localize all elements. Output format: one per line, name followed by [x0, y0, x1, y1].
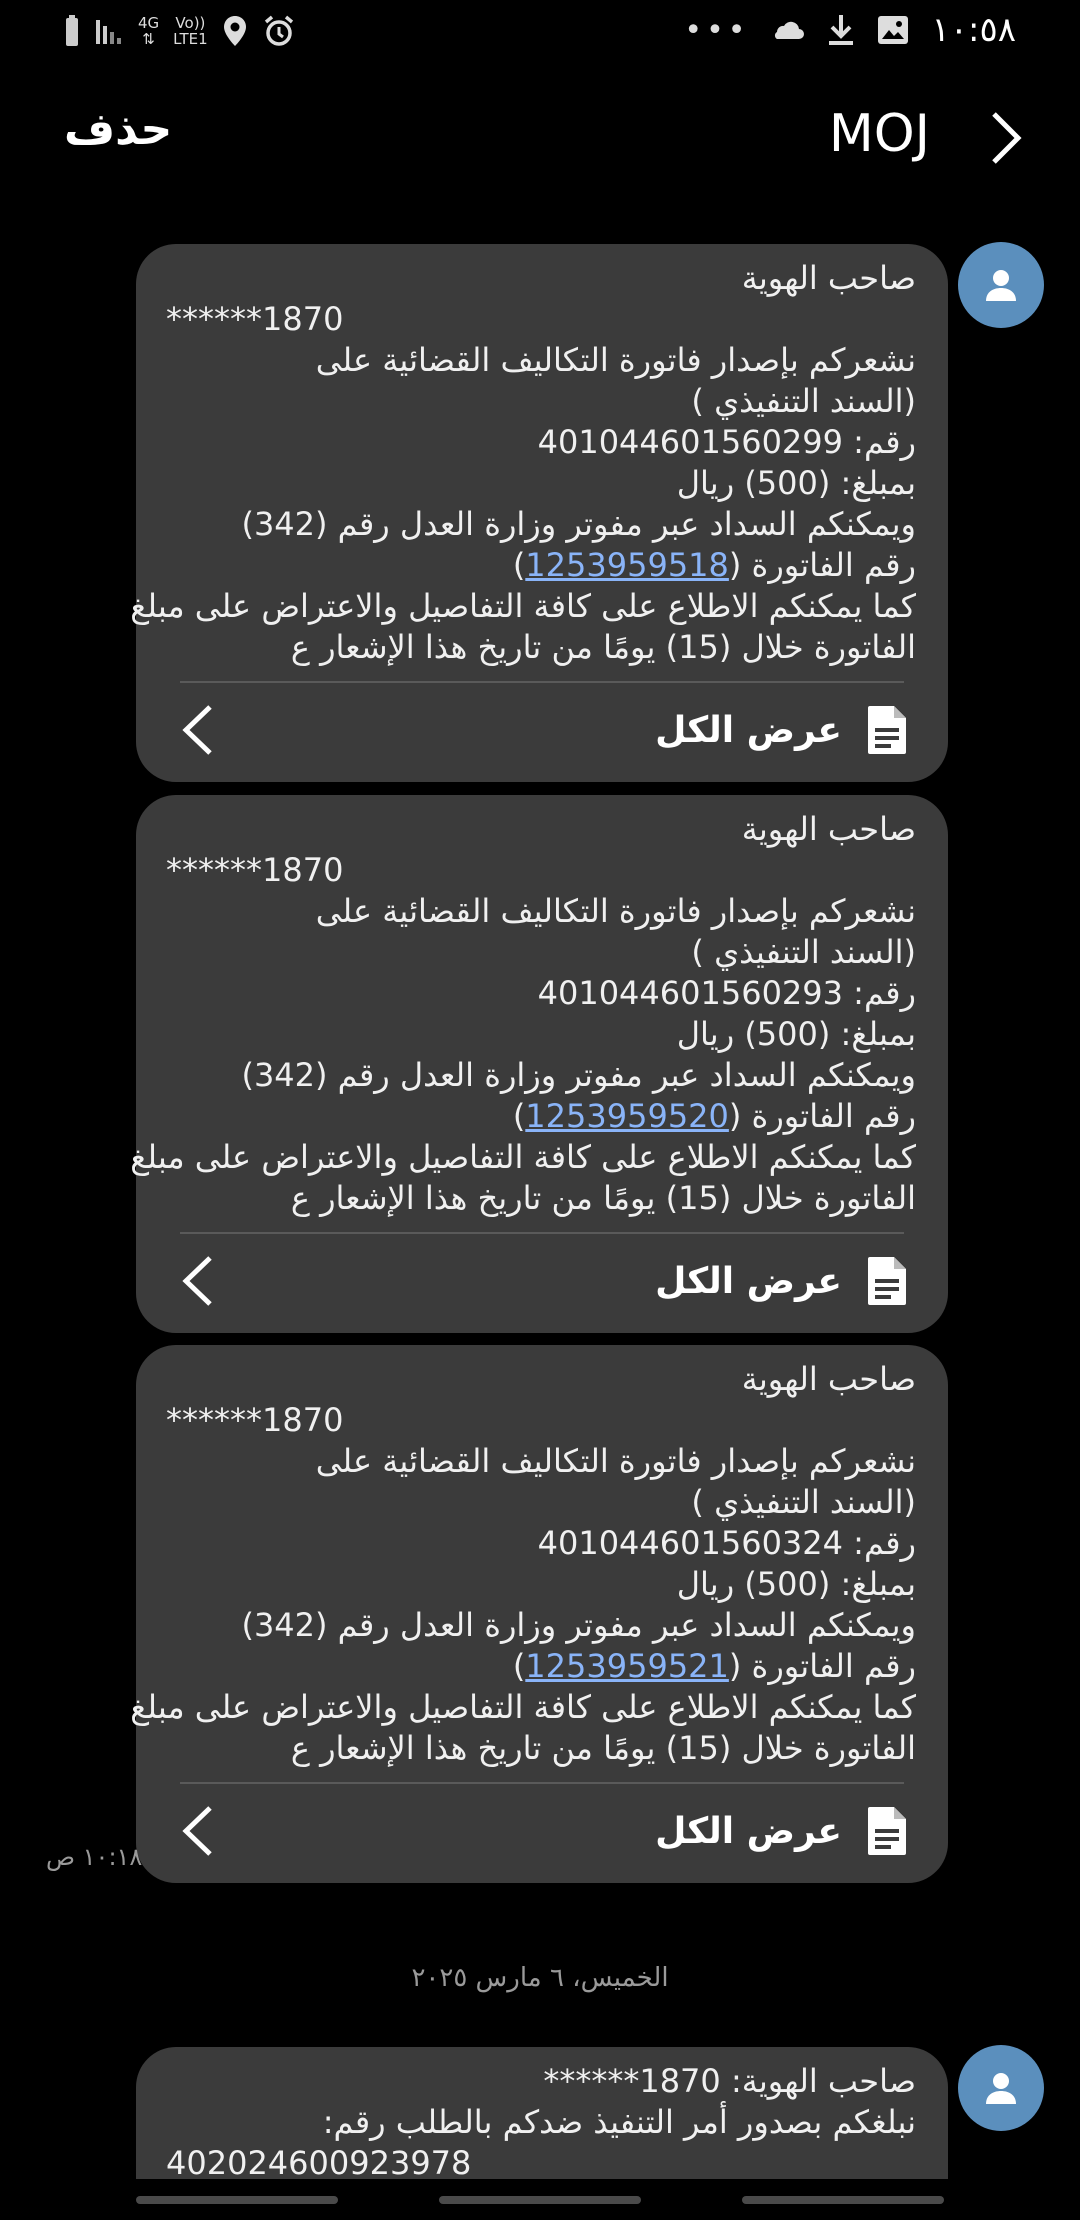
delete-button[interactable]: حذف	[64, 104, 173, 155]
document-icon	[866, 1805, 908, 1857]
chevron-left-icon	[180, 1804, 214, 1858]
invoice-line: رقم الفاتورة (1253959520)	[512, 1097, 916, 1135]
message-line: كما يمكنكم الاطلاع على كافة التفاصيل والاعتراض على مبلغ	[130, 1688, 916, 1726]
message-line: رقم: 401044601560324	[537, 1524, 916, 1562]
message-line: الفاتورة خلال (15) يومًا من تاريخ هذا الإشعار ع	[290, 628, 916, 666]
divider	[180, 681, 904, 683]
invoice-line: رقم الفاتورة (1253959521)	[512, 1647, 916, 1685]
nav-recents-button[interactable]	[136, 2196, 338, 2204]
message-line: 402024600923978	[166, 2144, 472, 2179]
invoice-link[interactable]: 1253959518	[525, 546, 729, 584]
masked-id: ******1870	[166, 1401, 344, 1439]
person-icon	[981, 2068, 1021, 2108]
view-all-label: عرض الكل	[655, 1810, 842, 1852]
more-notifications: •••	[684, 12, 750, 48]
status-icons-right	[684, 10, 1016, 50]
view-all-button[interactable]	[180, 690, 908, 770]
volte-label: Vo))	[175, 14, 206, 32]
message-line: ويمكنكم السداد عبر مفوتر وزارة العدل رقم (342)	[241, 505, 916, 543]
network-indicator: 4G ⇅	[138, 14, 160, 48]
invoice-link[interactable]: 1253959521	[525, 1647, 729, 1685]
nav-back-button[interactable]	[742, 2196, 944, 2204]
avatar[interactable]	[958, 2045, 1044, 2131]
download-icon	[827, 13, 855, 47]
message-bubble[interactable]	[136, 2047, 948, 2179]
battery-icon	[64, 15, 80, 47]
message-line: الفاتورة خلال (15) يومًا من تاريخ هذا الإشعار ع	[290, 1179, 916, 1217]
location-icon	[222, 15, 248, 47]
chevron-left-icon	[180, 703, 214, 757]
image-icon	[877, 15, 909, 45]
message-line: ويمكنكم السداد عبر مفوتر وزارة العدل رقم (342)	[241, 1056, 916, 1094]
message-line: نبلغكم بصدور أمر التنفيذ ضدكم بالطلب رقم:	[322, 2103, 916, 2141]
conversation-title: MOJ	[828, 104, 930, 164]
message-line: الفاتورة خلال (15) يومًا من تاريخ هذا الإشعار ع	[290, 1729, 916, 1767]
view-all-button[interactable]	[180, 1241, 908, 1321]
message-line: كما يمكنكم الاطلاع على كافة التفاصيل والاعتراض على مبلغ	[130, 1138, 916, 1176]
view-all-label: عرض الكل	[655, 1260, 842, 1302]
message-body	[136, 2047, 948, 2179]
message-bubble[interactable]	[130, 1345, 948, 1883]
message-line: (السند التنفيذي )	[691, 382, 916, 420]
lte-label: LTE1	[173, 30, 208, 48]
message-line: (السند التنفيذي )	[691, 1483, 916, 1521]
invoice-line: رقم الفاتورة (1253959518)	[512, 546, 916, 584]
message-bubble[interactable]	[130, 244, 948, 782]
network-label: 4G	[138, 14, 160, 32]
message-line: صاحب الهوية	[741, 1360, 916, 1398]
signal-icon	[94, 16, 124, 46]
chevron-left-icon	[180, 1254, 214, 1308]
volte-indicator	[173, 15, 207, 47]
chevron-right-icon	[988, 110, 1024, 166]
status-bar	[0, 0, 1080, 64]
message-line: رقم: 401044601560293	[537, 974, 916, 1012]
masked-id: ******1870	[166, 300, 344, 338]
message-line: كما يمكنكم الاطلاع على كافة التفاصيل والاعتراض على مبلغ	[130, 587, 916, 625]
nav-home-button[interactable]	[439, 2196, 641, 2204]
message-body	[130, 244, 948, 668]
message-line: نشعركم بإصدار فاتورة التكاليف القضائية على	[315, 1442, 916, 1480]
divider	[180, 1232, 904, 1234]
message-line: بمبلغ: (500) ريال	[676, 1015, 916, 1053]
message-bubble[interactable]	[130, 795, 948, 1333]
status-icons-left	[64, 14, 296, 48]
cloud-icon	[771, 15, 805, 45]
message-line: رقم: 401044601560299	[537, 423, 916, 461]
date-separator: الخميس، ٦ مارس ٢٠٢٥	[411, 1963, 669, 1993]
message-body	[130, 1345, 948, 1769]
alarm-icon	[262, 14, 296, 48]
view-all-label: عرض الكل	[655, 709, 842, 751]
document-icon	[866, 704, 908, 756]
view-all-button[interactable]	[180, 1791, 908, 1871]
message-line: صاحب الهوية	[741, 259, 916, 297]
divider	[180, 1782, 904, 1784]
masked-id: ******1870	[166, 851, 344, 889]
message-line: نشعركم بإصدار فاتورة التكاليف القضائية على	[315, 892, 916, 930]
person-icon	[981, 265, 1021, 305]
message-line: بمبلغ: (500) ريال	[676, 464, 916, 502]
message-line: بمبلغ: (500) ريال	[676, 1565, 916, 1603]
message-line: صاحب الهوية: 1870******	[543, 2062, 916, 2100]
clock: ١٠:٥٨	[931, 10, 1016, 50]
avatar[interactable]	[958, 242, 1044, 328]
message-line: ويمكنكم السداد عبر مفوتر وزارة العدل رقم (342)	[241, 1606, 916, 1644]
message-body	[130, 795, 948, 1219]
message-line: صاحب الهوية	[741, 810, 916, 848]
message-timestamp: ١٠:١٨ ص	[46, 1843, 143, 1871]
message-line: (السند التنفيذي )	[691, 933, 916, 971]
conversation-header	[0, 90, 1080, 190]
navigation-bar	[0, 2196, 1080, 2208]
back-button[interactable]	[976, 108, 1036, 168]
document-icon	[866, 1255, 908, 1307]
message-line: نشعركم بإصدار فاتورة التكاليف القضائية على	[315, 341, 916, 379]
invoice-link[interactable]: 1253959520	[525, 1097, 729, 1135]
